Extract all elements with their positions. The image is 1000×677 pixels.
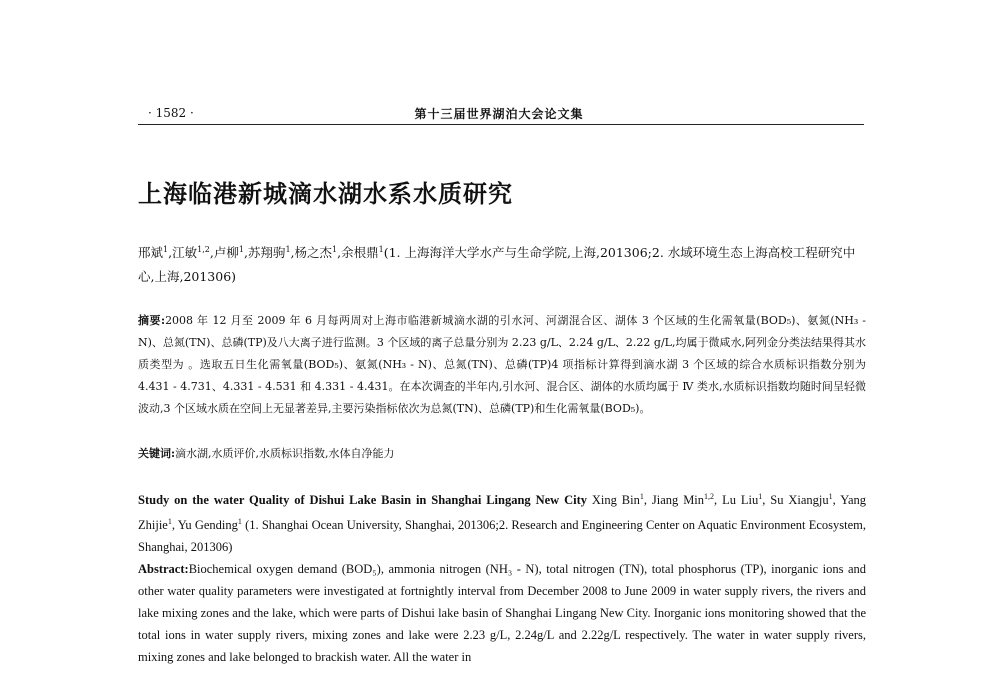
author-affiliation-mark: 1 — [163, 245, 169, 254]
author-name: Lu Liu — [722, 493, 759, 508]
author-name: Yang Zhijie — [138, 493, 867, 533]
author-affiliation-mark: 1 — [639, 492, 644, 501]
running-head — [138, 104, 860, 124]
keywords-text: 滴水湖,水质评价,水质标识指数,水体自净能力 — [175, 447, 395, 460]
author-name: 杨之杰 — [294, 245, 333, 261]
english-affiliation: (1. Shanghai Ocean University, Shanghai, 201306;2. Research and Engineering Center on Aquatic Environment Ecosystem, Shanghai, 201306) — [138, 518, 867, 555]
author-affiliation-mark: 1,2 — [704, 492, 715, 501]
author-affiliation-mark: 1 — [828, 492, 833, 501]
author-name: Jiang Min — [651, 493, 705, 508]
chinese-abstract — [138, 310, 866, 420]
keywords-label: 关键词: — [138, 447, 176, 460]
page-number: · 1582 · — [148, 106, 194, 120]
abstract-text: 2008 年 12 月至 2009 年 6 月每两周对上海市临港新城滴水湖的引水河、河湖混合区、湖体 3 个区域的生化需氧量(BOD₅)、氨氮(NH₃ - N)、总氮(TN)、总磷(TP)及八大离子进行监测。3 个区域的离子总量分别为 2.23 g/L、2.24 g/L、2.22 g/L,均属于微咸水,阿列金分类法结果得其水质类型为 。选取五日生化需氧量(BOD₅)、氨氮(NH₃ - N)、总氮(TN)、总磷(TP)4 项指标计算得到滴水湖 3 个区域的综合水质标识指数分别为 4.431 - 4.731、4.331 - 4.531 和 4.331 - 4.431。在本次调查的半年内,引水河、混合区、湖体的水质均属于 Ⅳ 类水,水质标识指数均随时间呈轻微波动,3 个区域水质在空间上无显著差异,主要污染指标依次为总氮(TN)、总磷(TP)和生化需氧量(BOD₅)。 — [138, 314, 867, 415]
author-affiliation-mark: 1 — [332, 245, 338, 254]
english-title: Study on the water Quality of Dishui Lake Basin in Shanghai Lingang New City — [138, 493, 587, 508]
author-name: Xing Bin — [591, 493, 640, 508]
author-affiliation-mark: 1 — [758, 492, 763, 501]
author-name: 江敏 — [172, 245, 198, 261]
chinese-keywords — [138, 444, 866, 464]
author-affiliation-mark: 1 — [238, 245, 244, 254]
journal-title: 第十三届世界湖泊大会论文集 — [414, 107, 584, 121]
chinese-affiliation: (1. 上海海洋大学水产与生命学院,上海,201306;2. 水域环境生态上海高校工程研究中心,上海,201306) — [138, 245, 856, 285]
author-name: 苏翔驹 — [247, 245, 286, 261]
author-affiliation-mark: 1 — [285, 245, 291, 254]
abstract-text: Biochemical oxygen demand (BOD₅), ammonia nitrogen (NH₃ - N), total nitrogen (TN), total phosphorus (TP), inorganic ions and other water quality parameters were investigated at fortnightly interval from December 2008 to June 2009 in water supply rivers, the rivers and lake mixing zones and the lake, which were parts of Dishui lake basin of Shanghai Lingang New City. Inorganic ions monitoring showed that the total ions in water supply rivers, mixing zones and lake were 2.23 g/L, 2.24g/L and 2.22g/L respectively. The water in water supply rivers, mixing zones and lake belonged to brackish water. All the water in — [138, 562, 866, 665]
author-name: 邢斌 — [138, 245, 164, 261]
chinese-authors: 邢斌$^1$,江敏$^{1,2}$,卢柳$^1$,苏翔驹$^1$,杨之杰$^1$,余根鼎$^1$(1. 上海海洋大学水产与生命学院,上海,201306;2. 水域环境生态上海高校工程研究中心,上海,201306) — [138, 245, 856, 285]
author-name: Su Xiangju — [770, 493, 829, 508]
english-abstract — [138, 558, 866, 668]
abstract-label: Abstract: — [138, 562, 189, 577]
author-name: Yu Gending — [177, 518, 238, 533]
author-affiliation-mark: 1,2 — [197, 245, 210, 254]
english-section — [138, 486, 866, 668]
header-rule — [138, 124, 864, 125]
abstract-label: 摘要: — [138, 314, 166, 327]
author-affiliation-mark: 1 — [167, 517, 172, 527]
author-name: 卢柳 — [213, 245, 239, 261]
english-title-authors: Study on the water Quality of Dishui Lake Basin in Shanghai Lingang New City Xing Bin$^1$, Jiang Min$^{1,2}$, Lu Liu$^1$, Su Xiangju$^1$, Yang Zhijie$^1$, Yu Gending$^1$ (1. Shanghai Ocean University, Shanghai, 201306;2. Research and Engineering Center on Aquatic Environment Ecosystem, Shanghai, 201306) — [138, 492, 867, 555]
paper-title: 上海临港新城滴水湖水系水质研究 — [138, 180, 513, 208]
author-affiliation-mark: 1 — [378, 245, 384, 254]
author-name: 余根鼎 — [341, 245, 379, 261]
author-affiliation-mark: 1 — [237, 517, 242, 527]
